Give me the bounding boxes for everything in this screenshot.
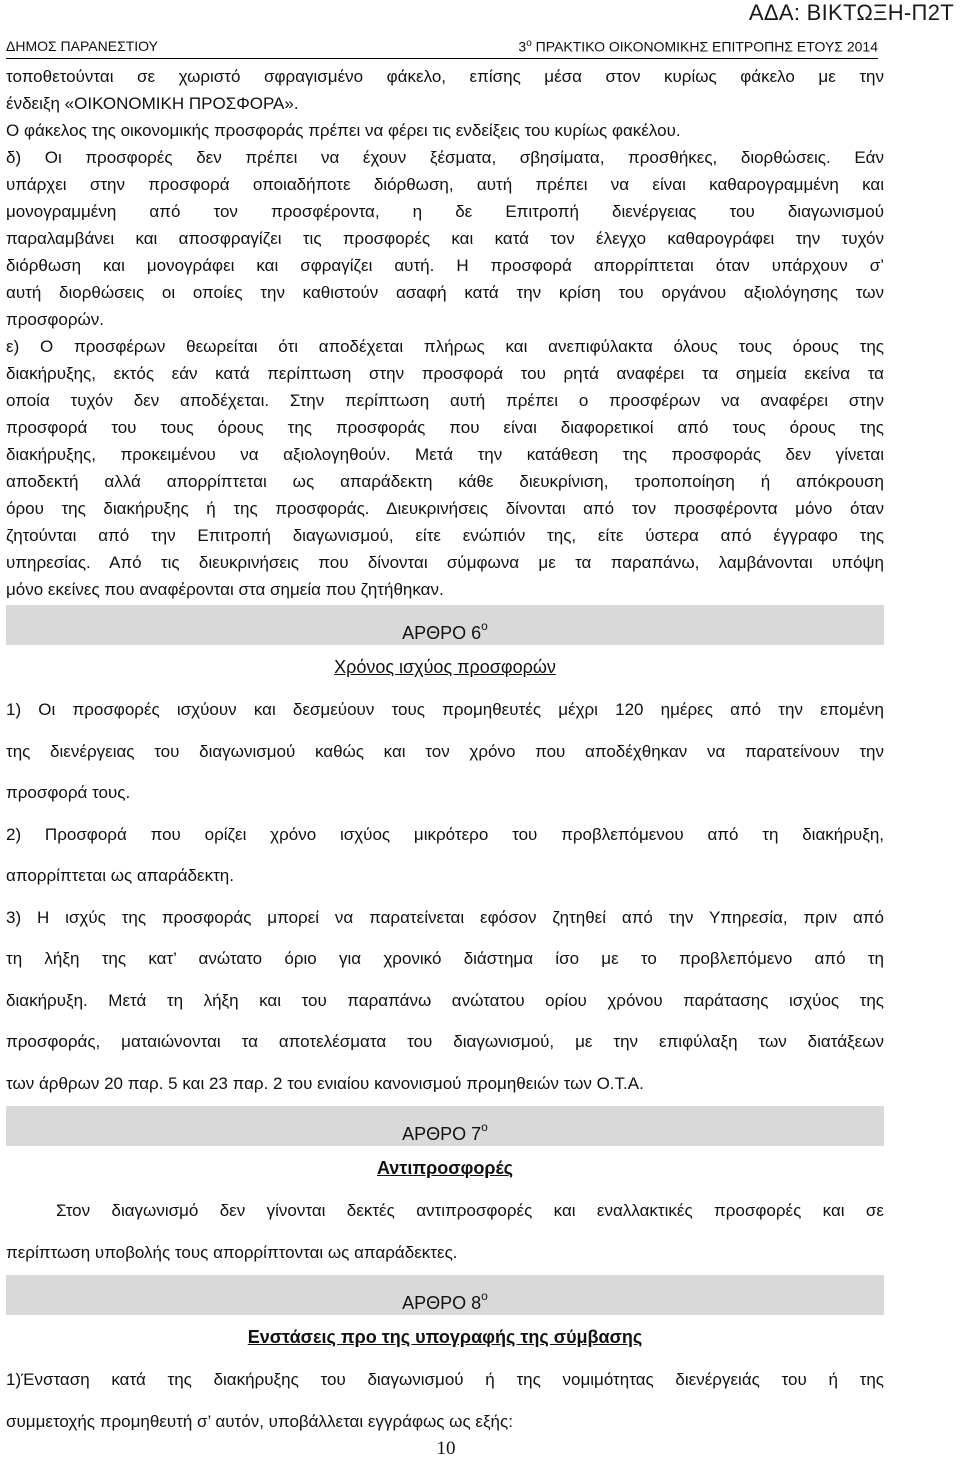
text-line: της διενέργειας του διαγωνισμού καθώς και τον χρόνο που αποδέχθηκαν να παρατείνουν την [6, 741, 884, 761]
text-line: ένδειξη «ΟΙΚΟΝΟΜΙΚΗ ΠΡΟΣΦΟΡΑ». [6, 94, 299, 113]
header-municipality: ΔΗΜΟΣ ΠΑΡΑΝΕΣΤΙΟΥ [6, 38, 158, 54]
text-line: διακήρυξη. Μετά τη λήξη και του παραπάνω ανώτατου ορίου χρόνου παράτασης ισχύος της [6, 990, 884, 1010]
header-rule [6, 58, 878, 59]
text-line: υπηρεσίας. Από τις διευκρινήσεις που δίνονται σύμφωνα με τα παραπάνω, λαμβάνονται υπόψη [6, 553, 884, 572]
article-8-title: Ενστάσεις προ της υπογραφής της σύμβασης [247, 1327, 643, 1347]
text-line: των άρθρων 20 παρ. 5 και 23 παρ. 2 του ενιαίου κανονισμού προμηθειών των Ο.Τ.Α. [6, 1073, 644, 1093]
text-line: υπάρχει στην προσφορά οποιαδήποτε διόρθωση, αυτή πρέπει να είναι καθαρογραμμένη και [6, 175, 884, 194]
text-line: απορρίπτεται ως απαράδεκτη. [6, 866, 234, 885]
article-7-heading: ΑΡΘΡΟ $7^o$ [6, 1106, 884, 1146]
text-line: αποδεκτή αλλά απορρίπτεται ως απαράδεκτη κάθε διευκρίνιση, τροποποίηση ή απόκρουση [6, 472, 884, 491]
text-line: τοποθετούνται σε χωριστό σφραγισμένο φάκελο, επίσης μέσα στον κυρίως φάκελο με την [6, 67, 884, 86]
page-number: 10 [436, 1438, 456, 1459]
document-body [6, 63, 884, 1442]
ada-code: ΑΔΑ: ΒΙΚΤΩΞΗ-Π2Τ [748, 0, 954, 25]
text-line: διακήρυξης, εκτός εάν κατά περίπτωση στην προσφορά του ρητά αναφέρει τα σημεία εκείνα τα [6, 364, 884, 383]
text-line: τη λήξη της κατ’ ανώτατο όριο για χρονικό διάστημα ίσο με το προβλεπόμενο από τη [6, 949, 884, 968]
text-line: συμμετοχής προμηθευτή σ’ αυτόν, υποβάλλεται εγγράφως ως εξής: [6, 1411, 513, 1431]
text-line: 1) Οι προσφορές ισχύουν και δεσμεύουν τους προμηθευτές μέχρι 120 ημέρες από την επομένη [6, 700, 884, 719]
text-line: Ο φάκελος της οικονομικής προσφοράς πρέπει να φέρει τις ενδείξεις του κυρίως φακέλου. [6, 121, 681, 140]
page-header [6, 38, 878, 55]
text-line: δ) Οι προσφορές δεν πρέπει να έχουν ξέσματα, σβησίματα, προσθήκες, διορθώσεις. Εάν [6, 148, 884, 167]
text-line: προσφορών. [6, 310, 104, 329]
text-line: μόνο εκείνες που αναφέρονται στα σημεία που ζητήθηκαν. [6, 580, 444, 599]
text-line: ζητούνται από την Επιτροπή διαγωνισμού, είτε ενώπιόν της, είτε ύστερα από έγγραφο της [6, 526, 884, 545]
text-line: 3) Η ισχύς της προσφοράς μπορεί να παρατείνεται εφόσον ζητηθεί από την Υπηρεσία, πριν από [6, 907, 884, 927]
header-minutes: $3^o$ ΠΡΑΚΤΙΚΟ ΟΙΚΟΝΟΜΙΚΗΣ ΕΠΙΤΡΟΠΗΣ ΕΤΟΥΣ 2014 [518, 38, 878, 55]
text-line: 2) Προσφορά που ορίζει χρόνο ισχύος μικρότερο του προβλεπόμενου από τη διακήρυξη, [6, 824, 884, 844]
text-line: διόρθωση και μονογράφει και σφραγίζει αυτή. Η προσφορά απορρίπτεται όταν υπάρχουν σ’ [6, 256, 884, 275]
text-line: οποία τυχόν δεν αποδέχεται. Στην περίπτωση αυτή πρέπει ο προσφέρων να αναφέρει στην [6, 391, 884, 410]
article-7-title: Αντιπροσφορές [376, 1158, 514, 1178]
article-6-title: Χρόνος ισχύος προσφορών [334, 657, 556, 677]
text-line: προσφοράς, ματαιώνονται τα αποτελέσματα του διαγωνισμού, με την επιφύλαξη των διατάξεων [6, 1032, 884, 1051]
text-line: διακήρυξης, προκειμένου να αξιολογηθούν. Μετά την κατάθεση της προσφοράς δεν γίνεται [6, 445, 884, 464]
text-line: προσφορά τους. [6, 783, 131, 802]
article-6-heading: ΑΡΘΡΟ $6^o$ [6, 605, 884, 645]
text-line: περίπτωση υποβολής τους απορρίπτονται ως απαράδεκτες. [6, 1242, 458, 1262]
text-line: 1)Ένσταση κατά της διακήρυξης του διαγωνισμού ή της νομιμότητας διενέργειάς του ή της [6, 1370, 884, 1389]
text-line: μονογραμμένη από τον προσφέροντα, η δε Επιτροπή διενέργειας του διαγωνισμού [6, 202, 884, 221]
text-line: ε) Ο προσφέρων θεωρείται ότι αποδέχεται πλήρως και ανεπιφύλακτα όλους τους όρους της [6, 337, 884, 356]
text-line: αυτή διορθώσεις οι οποίες την καθιστούν ασαφή κατά την κρίση του οργάνου αξιολόγησης των [6, 283, 884, 302]
text-line: όρου της διακήρυξης ή της προσφοράς. Διευκρινήσεις δίνονται από τον προσφέροντα μόνο όταν [6, 499, 884, 518]
article-8-heading: ΑΡΘΡΟ $8^o$ [6, 1275, 884, 1315]
text-line: Στον διαγωνισμό δεν γίνονται δεκτές αντιπροσφορές και εναλλακτικές προσφορές και σε [56, 1201, 884, 1220]
text-line: παραλαμβάνει και αποσφραγίζει τις προσφορές και κατά τον έλεγχο καθαρογράφει την τυχόν [6, 229, 884, 248]
text-line: προσφορά του τους όρους της προσφοράς που είναι διαφορετικοί από τους όρους της [6, 418, 884, 437]
